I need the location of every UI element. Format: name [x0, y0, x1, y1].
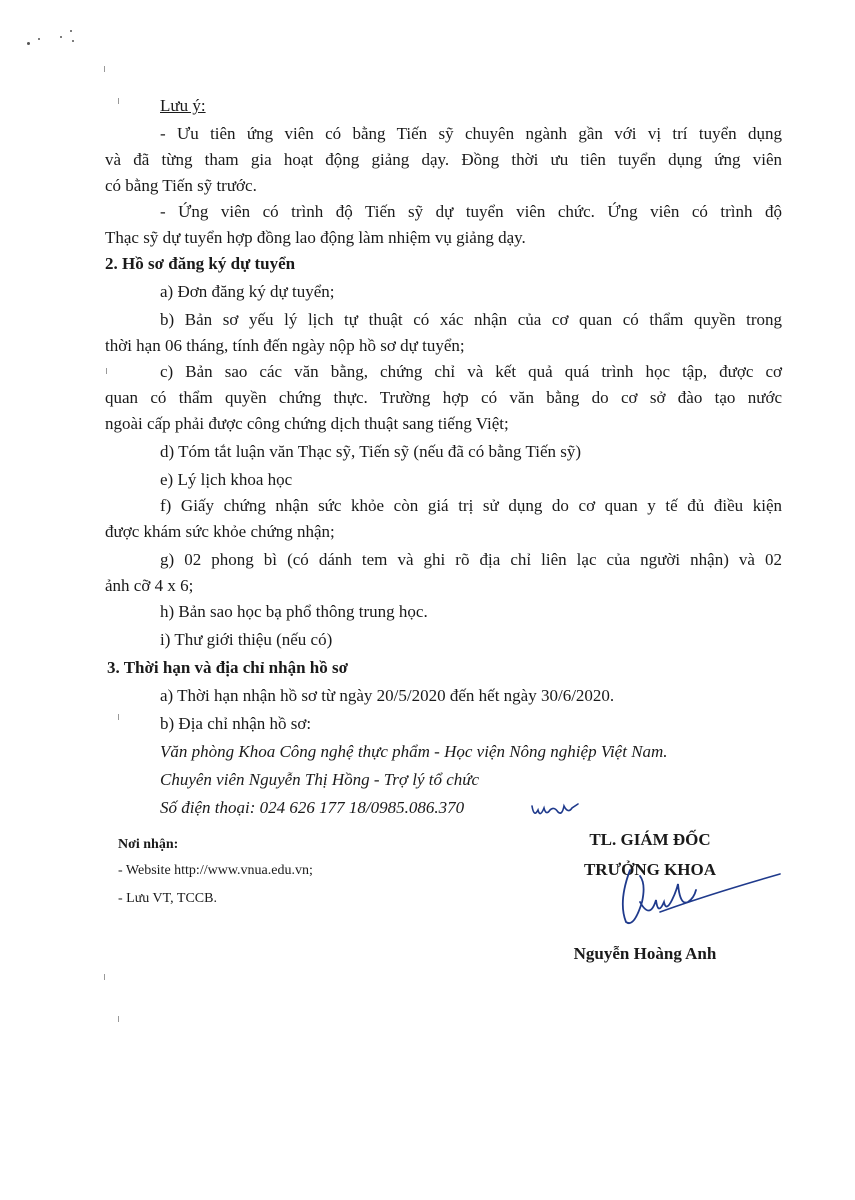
recipient-archive: - Lưu VT, TCCB.: [118, 891, 217, 906]
section-2-item-a: a) Đơn đăng ký dự tuyển;: [160, 282, 335, 301]
note-paragraph-1: và đã từng tham gia hoạt động giảng dạy. Đồng thời ưu tiên tuyển dụng ứng viên: [105, 150, 782, 169]
section-2-item-c: c) Bản sao các văn bằng, chứng chỉ và kết quả quá trình học tập, được cơ: [160, 362, 782, 381]
section-3-item-a: a) Thời hạn nhận hồ sơ từ ngày 20/5/2020 đến hết ngày 30/6/2020.: [160, 686, 615, 705]
scan-mark: [106, 368, 107, 374]
handwritten-signature: [600, 862, 800, 932]
scan-mark: [104, 974, 105, 980]
office-address: Văn phòng Khoa Công nghệ thực phẩm - Học viện Nông nghiệp Việt Nam.: [160, 742, 668, 761]
section-2-item-h: h) Bản sao học bạ phổ thông trung học.: [160, 602, 428, 621]
section-3-heading: 3. Thời hạn và địa chỉ nhận hồ sơ: [107, 658, 349, 677]
section-2-item-f: được khám sức khỏe chứng nhận;: [105, 522, 335, 541]
section-2-item-i: i) Thư giới thiệu (nếu có): [160, 630, 333, 649]
section-2-item-c: quan có thẩm quyền chứng thực. Trường hợp có văn bằng do cơ sở đào tạo nước: [105, 388, 782, 407]
scan-mark: [118, 714, 119, 720]
section-2-heading: 2. Hồ sơ đăng ký dự tuyển: [105, 254, 296, 273]
section-2-item-e: e) Lý lịch khoa học: [160, 470, 293, 489]
recipient-website: - Website http://www.vnua.edu.vn;: [118, 863, 313, 878]
section-2-item-f: f) Giấy chứng nhận sức khỏe còn giá trị sử dụng do cơ quan y tế đủ điều kiện: [160, 496, 782, 515]
note-paragraph-2: - Ứng viên có trình độ Tiến sỹ dự tuyển viên chức. Ứng viên có trình độ: [160, 202, 782, 221]
note-heading: Lưu ý:: [160, 96, 206, 115]
scan-mark: [118, 98, 119, 104]
section-2-item-c: ngoài cấp phải được công chứng dịch thuật sang tiếng Việt;: [105, 414, 509, 433]
scan-speck: [38, 38, 40, 40]
section-2-item-d: d) Tóm tắt luận văn Thạc sỹ, Tiến sỹ (nếu đã có bằng Tiến sỹ): [160, 442, 582, 461]
section-2-item-b: thời hạn 06 tháng, tính đến ngày nộp hồ sơ dự tuyển;: [105, 336, 465, 355]
signature-title-1: TL. GIÁM ĐỐC: [589, 830, 711, 849]
note-paragraph-1: có bằng Tiến sỹ trước.: [105, 176, 257, 195]
recipients-heading: Nơi nhận:: [118, 837, 179, 852]
section-2-item-g: ảnh cỡ 4 x 6;: [105, 576, 194, 595]
section-3-item-b: b) Địa chỉ nhận hồ sơ:: [160, 714, 312, 733]
initials-mark: [528, 796, 588, 826]
phone-number: Số điện thoại: 024 626 177 18/0985.086.370: [160, 798, 465, 817]
scan-speck: [27, 42, 30, 45]
note-paragraph-1: - Ưu tiên ứng viên có bằng Tiến sỹ chuyên ngành gần với vị trí tuyển dụng: [160, 124, 782, 143]
contact-person: Chuyên viên Nguyễn Thị Hồng - Trợ lý tổ chức: [160, 770, 480, 789]
scan-speck: [70, 30, 72, 32]
scan-speck: [72, 40, 74, 42]
signature-title-2: TRƯỞNG KHOA: [583, 860, 717, 879]
scan-mark: [104, 66, 105, 72]
scan-speck: [60, 36, 62, 38]
section-2-item-g: g) 02 phong bì (có dánh tem và ghi rõ địa chỉ liên lạc của người nhận) và 02: [160, 550, 782, 569]
section-2-item-b: b) Bản sơ yếu lý lịch tự thuật có xác nhận của cơ quan có thẩm quyền trong: [160, 310, 782, 329]
note-paragraph-2: Thạc sỹ dự tuyển hợp đồng lao động làm nhiệm vụ giảng dạy.: [105, 228, 526, 247]
signatory-name: Nguyễn Hoàng Anh: [573, 944, 717, 963]
scan-mark: [118, 1016, 119, 1022]
